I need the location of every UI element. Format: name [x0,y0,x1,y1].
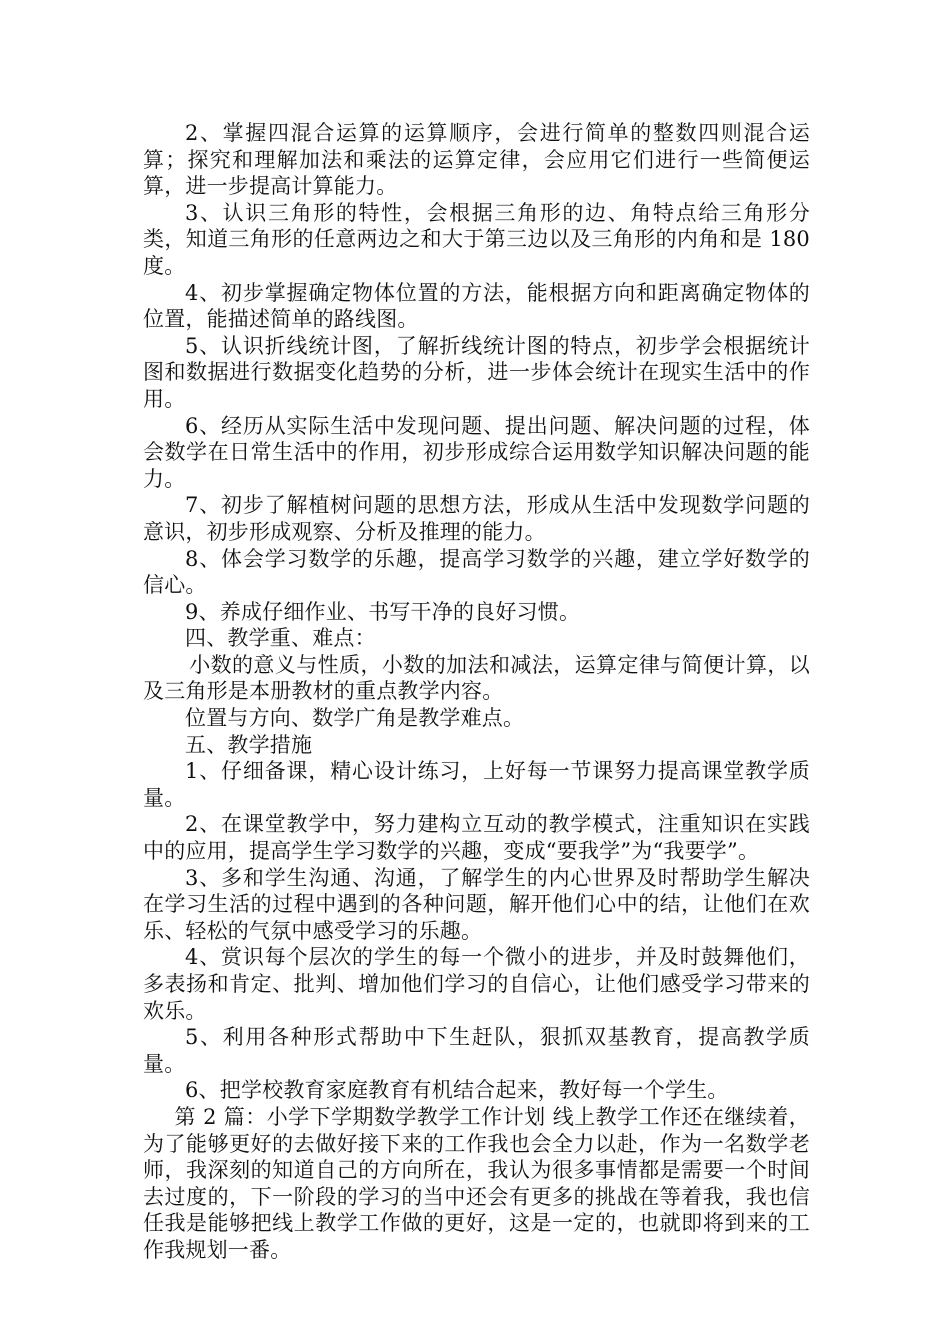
paragraph-measure-2: 2、在课堂教学中，努力建构立互动的教学模式，注重知识在实践中的应用，提高学生学习数学的兴趣，变成“要我学”为“我要学”。 [143,812,810,864]
paragraph-goal-4: 4、初步掌握确定物体位置的方法，能根据方向和距离确定物体的位置，能描述简单的路线图。 [143,280,810,332]
paragraph-difficult-points: 位置与方向、数学广角是教学难点。 [185,706,525,731]
paragraph-key-points: 小数的意义与性质，小数的加法和减法，运算定律与简便计算，以及三角形是本册教材的重点教学内容。 [143,652,810,704]
paragraph-article-2-intro: 第 2 篇：小学下学期数学教学工作计划 线上教学工作还在继续着，为了能够更好的去做好接下来的工作我也会全力以赴，作为一名数学老师，我深刻的知道自己的方向所在，我认为很多事情都是需要一个时间去过度的，下一阶段的学习的当中还会有更多的挑战在等着我，我也信任我是能够把线上教学工作做的更好，这是一定的，也就即将到来的工作我规划一番。 [143,1104,810,1262]
paragraph-goal-7: 7、初步了解植树问题的思想方法，形成从生活中发现数学问题的意识，初步形成观察、分析及推理的能力。 [143,493,810,544]
paragraph-goal-5: 5、认识折线统计图，了解折线统计图的特点，初步学会根据统计图和数据进行数据变化趋势的分析，进一步体会统计在现实生活中的作用。 [143,333,810,411]
paragraph-measure-6: 6、把学校教育家庭教育有机结合起来，教好每一个学生。 [185,1078,729,1103]
paragraph-goal-6: 6、经历从实际生活中发现问题、提出问题、解决问题的过程，体会数学在日常生活中的作用，初步形成综合运用数学知识解决问题的能力。 [143,413,810,491]
paragraph-measure-4: 4、赏识每个层次的学生的每一个微小的进步，并及时鼓舞他们，多表扬和肯定、批判、增加他们学习的自信心，让他们感受学习带来的欢乐。 [143,945,810,1023]
paragraph-goal-3: 3、认识三角形的特性，会根据三角形的边、角特点给三角形分类，知道三角形的任意两边之和大于第三边以及三角形的内角和是 180 度。 [143,200,810,278]
section-heading-key-points: 四、教学重、难点： [185,626,376,651]
paragraph-measure-3: 3、多和学生沟通、沟通，了解学生的内心世界及时帮助学生解决在学习生活的过程中遇到的各种问题，解开他们心中的结，让他们在欢乐、轻松的气氛中感受学习的乐趣。 [143,865,810,943]
paragraph-goal-8: 8、体会学习数学的乐趣，提高学习数学的兴趣，建立学好数学的信心。 [143,546,810,598]
section-heading-measures: 五、教学措施 [185,732,313,757]
paragraph-goal-2: 2、掌握四混合运算的运算顺序，会进行简单的整数四则混合运算；探究和理解加法和乘法的运算定律，会应用它们进行一些简便运算，进一步提高计算能力。 [143,121,810,199]
paragraph-measure-1: 1、仔细备课，精心设计练习，上好每一节课努力提高课堂教学质量。 [143,759,810,810]
paragraph-goal-9: 9、养成仔细作业、书写干净的良好习惯。 [185,599,581,624]
paragraph-measure-5: 5、利用各种形式帮助中下生赶队，狠抓双基教育，提高教学质量。 [143,1025,810,1076]
